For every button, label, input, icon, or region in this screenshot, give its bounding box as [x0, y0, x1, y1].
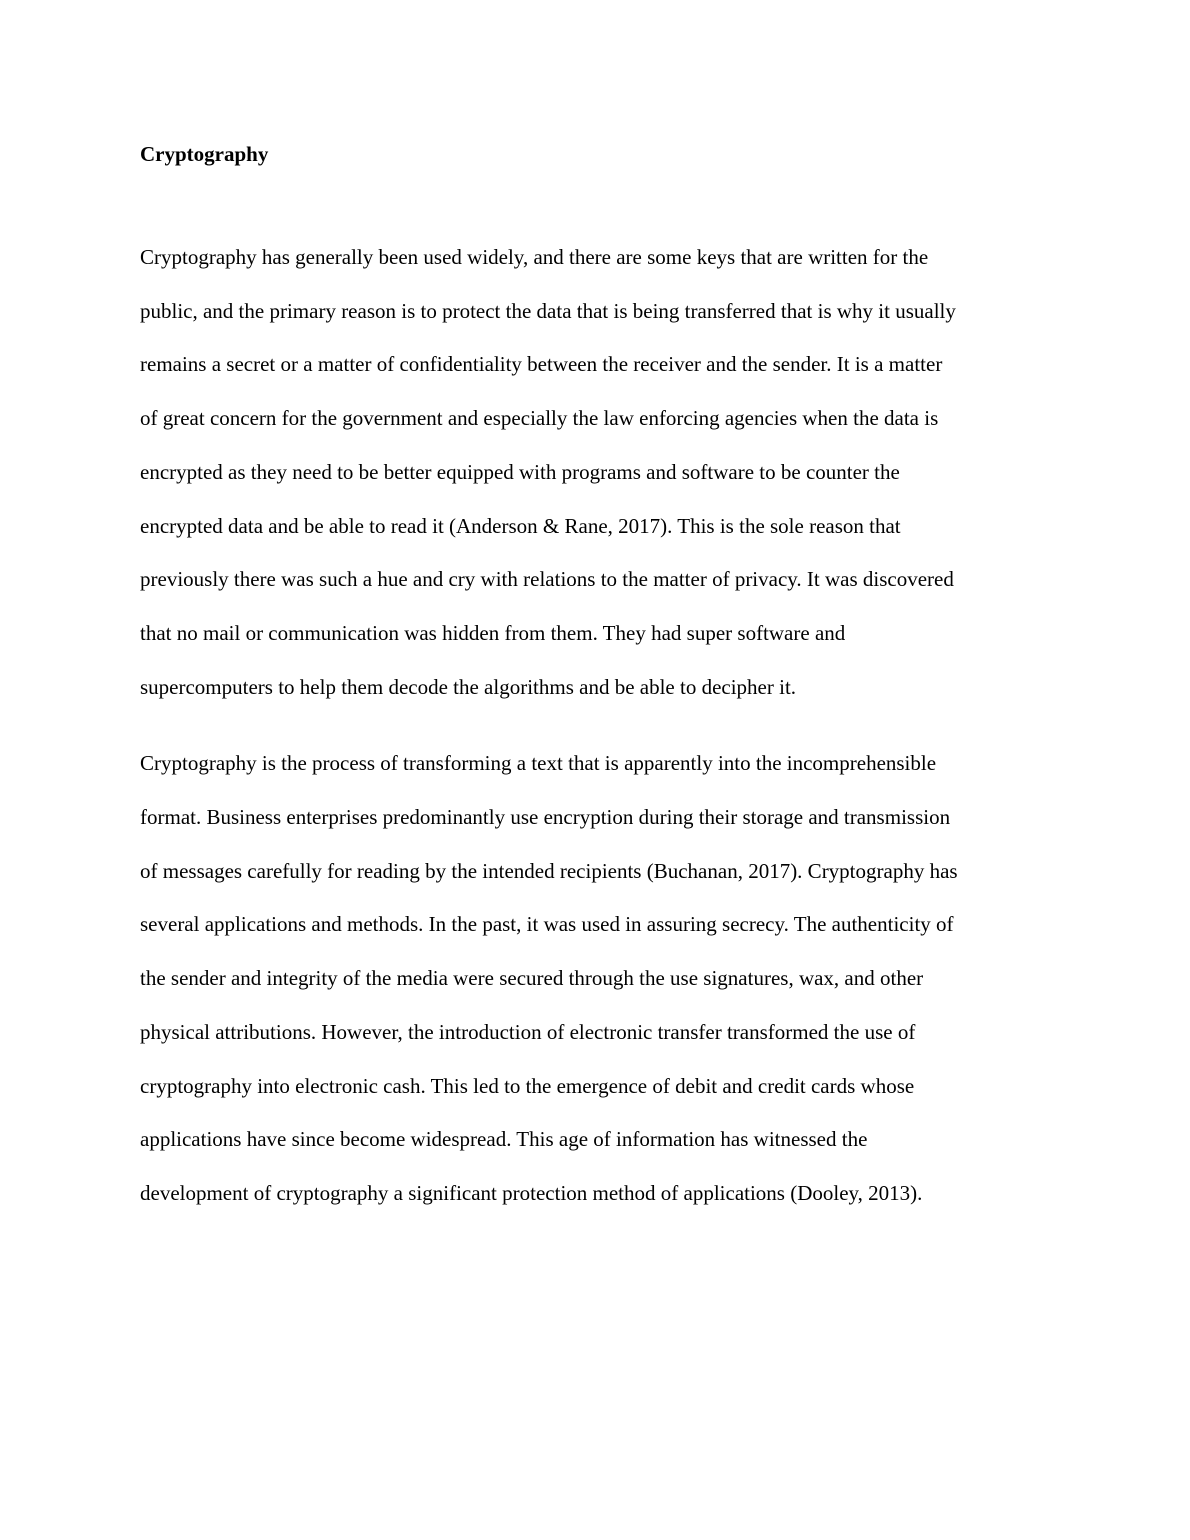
- text-line: of messages carefully for reading by the intended recipients (Buchanan, 2017). Cryptography has: [140, 858, 958, 883]
- text-line: previously there was such a hue and cry with relations to the matter of privacy. It was discovered: [140, 567, 954, 592]
- text-line: encrypted as they need to be better equipped with programs and software to be counter the: [140, 459, 900, 484]
- text-line: applications have since become widespread. This age of information has witnessed the: [140, 1127, 868, 1152]
- text-line: the sender and integrity of the media were secured through the use signatures, wax, and other: [140, 966, 924, 991]
- paragraphs: [140, 231, 1052, 1221]
- paragraph-1: [140, 231, 1052, 714]
- text-line: development of cryptography a significant protection method of applications (Dooley, 2013).: [140, 1180, 923, 1205]
- text-line: remains a secret or a matter of confidentiality between the receiver and the sender. It is a matter: [140, 352, 943, 377]
- text-line: format. Business enterprises predominantly use encryption during their storage and transmission: [140, 805, 951, 830]
- text-line: public, and the primary reason is to protect the data that is being transferred that is why it usually: [140, 298, 956, 323]
- text-line: physical attributions. However, the introduction of electronic transfer transformed the use of: [140, 1019, 916, 1044]
- document-body: [140, 136, 1052, 1221]
- text-line: several applications and methods. In the past, it was used in assuring secrecy. The authenticity of: [140, 912, 954, 937]
- text-line: cryptography into electronic cash. This led to the emergence of debit and credit cards whose: [140, 1073, 915, 1098]
- text-line: supercomputers to help them decode the algorithms and be able to decipher it.: [140, 674, 797, 699]
- paragraph-2: [140, 737, 1052, 1220]
- text-line: Cryptography has generally been used widely, and there are some keys that are written for the: [140, 245, 929, 269]
- text-line: that no mail or communication was hidden from them. They had super software and: [140, 620, 846, 645]
- text-line: Cryptography is the process of transforming a text that is apparently into the incomprehensible: [140, 751, 937, 776]
- section-heading: Cryptography: [140, 142, 269, 166]
- text-line: encrypted data and be able to read it (Anderson & Rane, 2017). This is the sole reason that: [140, 513, 901, 538]
- text-line: of great concern for the government and especially the law enforcing agencies when the data is: [140, 406, 939, 431]
